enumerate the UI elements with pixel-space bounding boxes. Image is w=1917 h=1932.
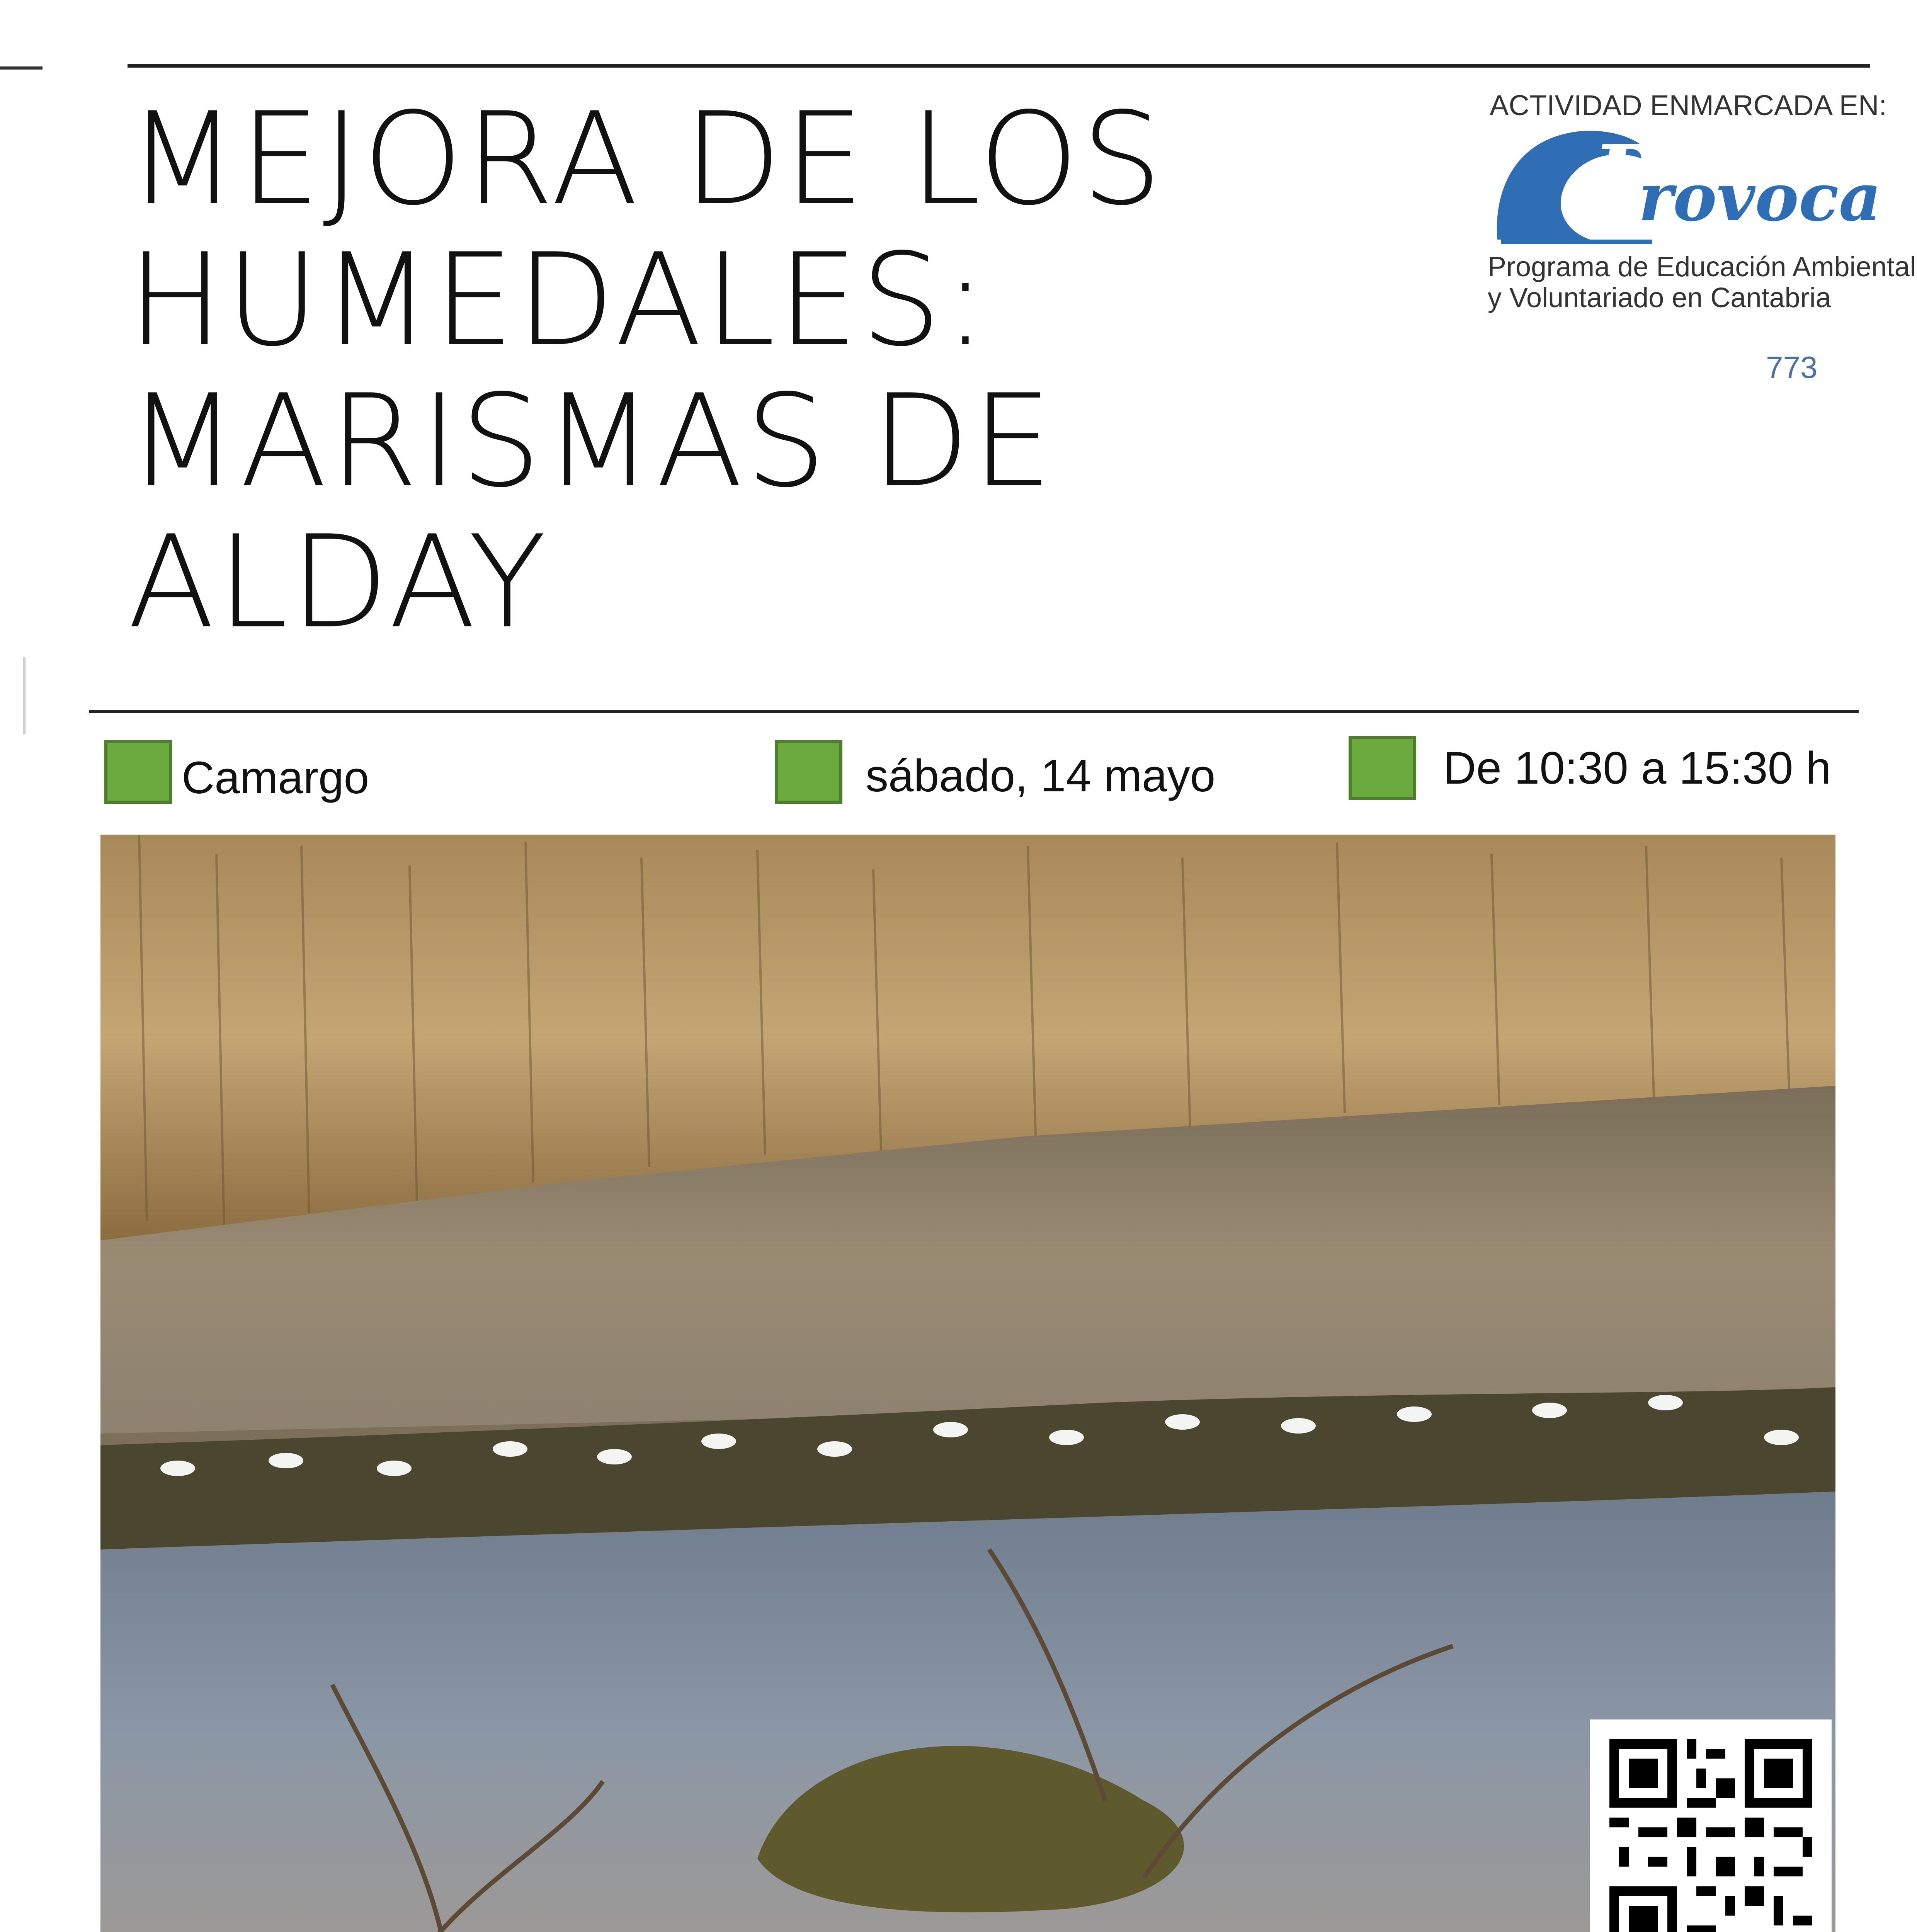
provoca-p-letter: P [1592, 126, 1659, 230]
page-title [128, 85, 1364, 656]
provoca-wave-icon [1490, 124, 1881, 247]
title-divider [89, 710, 1859, 713]
corner-tick [0, 66, 43, 70]
provoca-word: rovoca [1638, 159, 1881, 236]
event-time: De 10:30 a 15:30 h [1443, 743, 1831, 794]
side-mark [23, 657, 26, 734]
provoca-line-2: y Voluntariado en Cantabria [1488, 282, 1831, 313]
provoca-logo [1490, 124, 1881, 247]
marsh-photo [100, 835, 1835, 1932]
top-divider [128, 64, 1870, 68]
provoca-number: 773 [1766, 350, 1818, 384]
event-date: sábado, 14 mayo [866, 750, 1216, 801]
title-line-1: MEJORA DE LOS [128, 85, 1165, 233]
provoca-line-1: Programa de Educación Ambiental [1488, 252, 1916, 282]
provoca-header: ACTIVIDAD ENMARCADA EN: [1490, 89, 1887, 121]
place-square-icon [104, 740, 172, 804]
date-square-icon [775, 740, 842, 804]
event-place: Camargo [182, 752, 369, 803]
title-line-3: MARISMAS DE ALDAY [128, 367, 1055, 656]
time-square-icon [1349, 736, 1416, 800]
title-line-2: HUMEDALES: [128, 226, 989, 374]
qr-code[interactable] [1590, 1719, 1832, 1932]
